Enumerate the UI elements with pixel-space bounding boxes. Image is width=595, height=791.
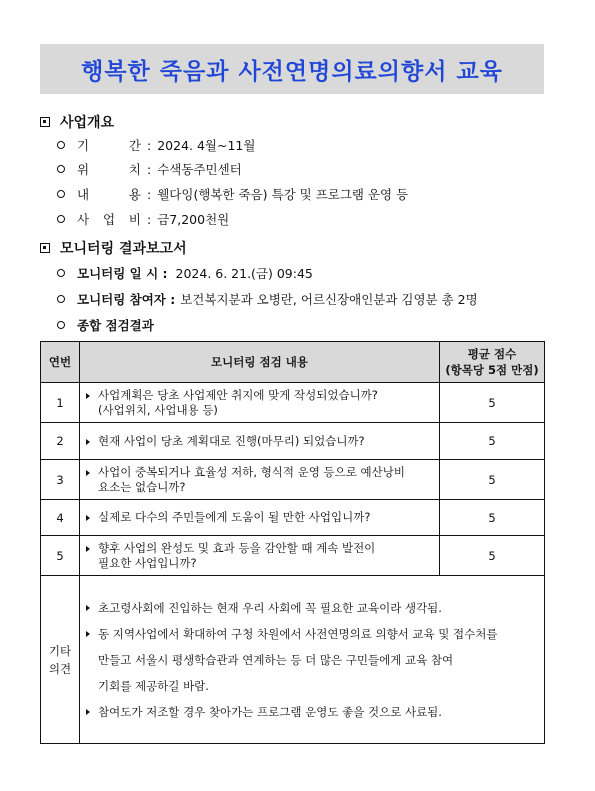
overview-location: 위 치 : 수색동주민센터 [57,160,242,178]
title-banner [40,44,544,94]
triangle-bullet-icon [86,393,90,399]
monitoring-participants-label: 모니터링 참여자 : [77,292,176,307]
row-question: 사업계획은 당초 사업제안 취지에 맞게 작성되었습니까? (사업위치, 사업내용 등) [80,383,440,423]
row-no: 3 [41,460,80,500]
table-row [41,423,545,460]
circle-bullet-icon [57,215,65,223]
triangle-bullet-icon [86,515,90,521]
square-bullet-icon [40,243,50,253]
table-row [41,536,545,576]
triangle-bullet-icon [86,439,90,445]
header-no: 연번 [41,342,80,383]
overview-value: 웰다잉(행복한 죽음) 특강 및 프로그램 운영 등 [157,187,409,202]
overview-value: 2024. 4월~11월 [157,138,256,153]
opinion-line: 만들고 서울시 평생학습관과 연계하는 등 더 많은 구민들에게 교육 참여 [98,652,454,667]
overview-label: 사 업 비 [77,212,141,227]
evaluation-table [40,341,545,744]
row-score: 5 [440,460,545,500]
opinion-line: 참여도가 저조할 경우 찾아가는 프로그램 운영도 좋을 것으로 사료됨. [86,699,536,725]
monitoring-date [57,264,313,282]
overview-label: 위 치 [77,162,141,177]
monitoring-summary-label: 종합 점검결과 [77,318,154,333]
row-score: 5 [440,536,545,576]
table-row [41,500,545,536]
circle-bullet-icon [57,165,65,173]
overview-label: 기 간 [77,138,141,153]
overview-period: 기 간 : 2024. 4월~11월 [57,136,255,154]
monitoring-participants [57,290,478,308]
circle-bullet-icon [57,141,65,149]
triangle-bullet-icon [86,546,90,552]
header-content: 모니터링 점검 내용 [80,342,440,383]
table-row-etc [41,576,545,744]
triangle-bullet-icon [86,631,90,637]
row-score: 5 [440,383,545,423]
row-score: 5 [440,423,545,460]
section-overview-heading: 사업개요 [40,112,114,132]
etc-opinions [80,576,545,744]
opinion-line: 초고령사회에 진입하는 현재 우리 사회에 꼭 필요한 교육이라 생각됨. [86,595,536,621]
overview-content: 내 용 : 웰다잉(행복한 죽음) 특강 및 프로그램 운영 등 [57,185,408,203]
page-title: 행복한 죽음과 사전연명의료의향서 교육 [81,58,503,85]
overview-value: 수색동주민센터 [157,162,242,177]
section-monitoring-heading: 모니터링 결과보고서 [40,238,187,258]
monitoring-date-value: 2024. 6. 21.(금) 09:45 [175,266,313,281]
overview-budget: 사 업 비 : 금7,200천원 [57,210,229,228]
triangle-bullet-icon [86,470,90,476]
circle-bullet-icon [57,190,65,198]
triangle-bullet-icon [86,605,90,611]
header-score: 평균 점수 (항목당 5점 만점) [440,342,545,383]
circle-bullet-icon [57,295,65,303]
opinion-line: 기회를 제공하길 바람. [98,678,209,693]
table-header-row [41,342,545,383]
etc-label: 기타 의견 [41,576,80,744]
table-row [41,460,545,500]
overview-label: 내 용 [77,187,141,202]
row-score: 5 [440,500,545,536]
row-no: 2 [41,423,80,460]
row-question: 향후 사업의 완성도 및 효과 등을 감안할 때 계속 발전이 필요한 사업입니까? [80,536,440,576]
triangle-bullet-icon [86,709,90,715]
circle-bullet-icon [57,321,65,329]
monitoring-participants-value: 보건복지분과 오병란, 어르신장애인분과 김영분 총 2명 [180,292,478,307]
row-question: 사업이 중복되거나 효율성 저하, 형식적 운영 등으로 예산낭비 요소는 없습니까? [80,460,440,500]
square-bullet-icon [40,117,50,127]
row-question: 실제로 다수의 주민들에게 도움이 될 만한 사업입니까? [80,500,440,536]
opinion-line: 동 지역사업에서 확대하여 구청 차원에서 사전연명의료 의향서 교육 및 접수처를 [86,621,536,647]
row-no: 1 [41,383,80,423]
overview-value: 금7,200천원 [157,212,230,227]
row-no: 4 [41,500,80,536]
circle-bullet-icon [57,269,65,277]
monitoring-summary [57,316,154,334]
monitoring-date-label: 모니터링 일 시 : [77,266,168,281]
row-no: 5 [41,536,80,576]
row-question: 현재 사업이 당초 계획대로 진행(마무리) 되었습니까? [80,423,440,460]
table-row [41,383,545,423]
